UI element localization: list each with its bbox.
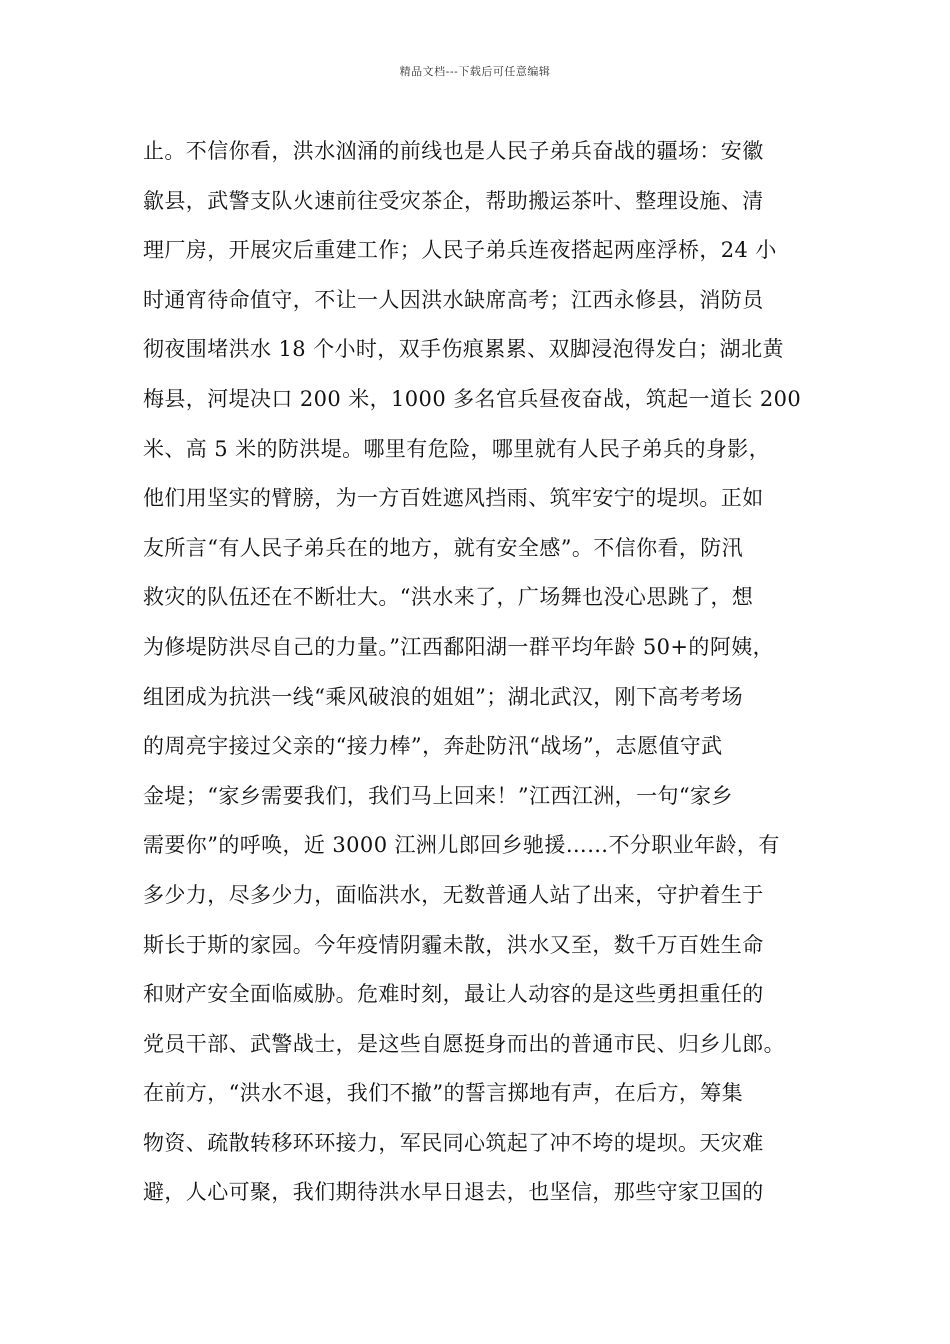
- text-line: 理厂房，开展灾后重建工作；人民子弟兵连夜搭起两座浮桥，24 小: [143, 238, 777, 263]
- page-header: 精品文档---下载后可任意编辑: [399, 65, 551, 78]
- text-line: 避，人心可聚，我们期待洪水早日退去，也坚信，那些守家卫国的: [143, 1180, 764, 1205]
- text-line: 需要你”的呼唤，近 3000 江洲儿郎回乡驰援……不分职业年龄，有: [143, 833, 780, 858]
- text-line: 为修堤防洪尽自己的力量。”江西鄱阳湖一群平均年龄 50+的阿姨，: [143, 634, 775, 659]
- text-line: 友所言“有人民子弟兵在的地方，就有安全感”。不信你看，防汛: [143, 535, 744, 560]
- text-line: 斯长于斯的家园。今年疫情阴霾未散，洪水又至，数千万百姓生命: [143, 932, 764, 957]
- text-line: 多少力，尽多少力，面临洪水，无数普通人站了出来，守护着生于: [143, 882, 764, 907]
- text-line: 止。不信你看，洪水汹涌的前线也是人民子弟兵奋战的疆场：安徽: [143, 139, 764, 163]
- text-line: 时通宵待命值守，不让一人因洪水缺席高考；江西永修县，消防员: [143, 287, 764, 312]
- body-text: [143, 127, 833, 1218]
- text-line: 彻夜围堵洪水 18 个小时，双手伤痕累累、双脚浸泡得发白；湖北黄: [143, 337, 784, 362]
- text-line: 党员干部、武警战士，是这些自愿挺身而出的普通市民、归乡儿郎。: [143, 1031, 785, 1056]
- text-line: 金堤；“家乡需要我们，我们马上回来！”江西江洲，一句“家乡: [143, 783, 733, 808]
- text-line: 米、高 5 米的防洪堤。哪里有危险，哪里就有人民子弟兵的身影，: [143, 436, 771, 461]
- text-line: 物资、疏散转移环环接力，军民同心筑起了冲不垮的堤坝。天灾难: [143, 1130, 764, 1155]
- text-line: 救灾的队伍还在不断壮大。“洪水来了，广场舞也没心思跳了，想: [143, 585, 754, 610]
- text-line: 和财产安全面临威胁。危难时刻，最让人动容的是这些勇担重任的: [143, 982, 764, 1007]
- text-line: 他们用坚实的臂膀，为一方百姓遮风挡雨、筑牢安宁的堤坝。正如: [143, 486, 764, 511]
- text-line: 梅县，河堤决口 200 米，1000 多名官兵昼夜奋战，筑起一道长 200: [143, 386, 802, 411]
- text-line: 组团成为抗洪一线“乘风破浪的姐姐”；湖北武汉，刚下高考考场: [143, 684, 744, 709]
- text-line: 在前方，“洪水不退，我们不撤”的誓言掷地有声，在后方，筹集: [143, 1081, 744, 1106]
- text-line: 的周亮宇接过父亲的“接力棒”，奔赴防汛“战场”，志愿值守武: [143, 734, 723, 759]
- text-line: 歙县，武警支队火速前往受灾茶企，帮助搬运茶叶、整理设施、清: [143, 188, 764, 213]
